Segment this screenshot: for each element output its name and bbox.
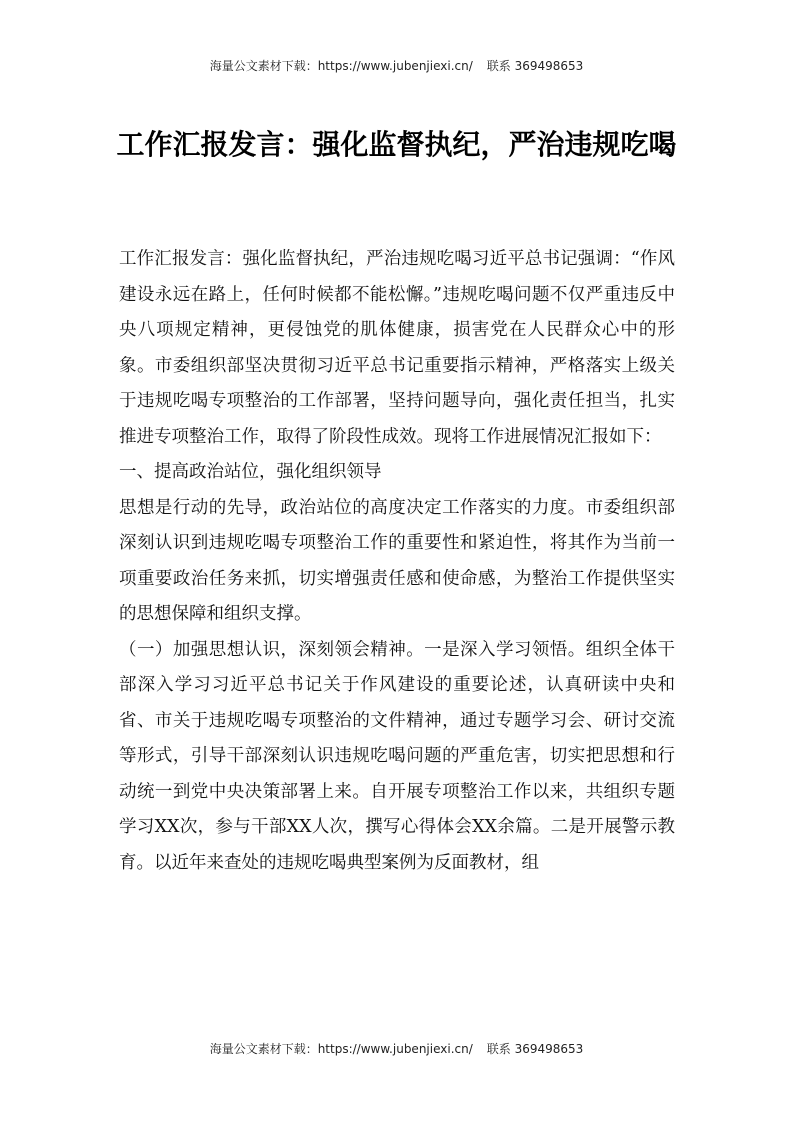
header-site-text: 海量公文素材下载：https://www.jubenjiexi.cn/	[209, 59, 473, 73]
page-header	[0, 58, 793, 74]
section-heading: 一、提高政治站位，强化组织领导	[119, 462, 382, 482]
header-contact-text: 联系 369498653	[486, 59, 584, 73]
page-footer	[0, 1041, 793, 1057]
footer-contact-text: 联系 369498653	[486, 1042, 584, 1056]
document-body	[119, 242, 675, 1042]
intro-paragraph: 工作汇报发言：强化监督执纪，严治违规吃喝习近平总书记强调：“作风建设永远在路上，任何时候都不能松懈。”违规吃喝问题不仅严重违反中央八项规定精神，更侵蚀党的肌体健康，损害党在人民群众心中的形象。市委组织部坚决贯彻习近平总书记重要指示精神，严格落实上级关于违规吃喝专项整治的工作部署，坚持问题导向，强化责任担当，扎实推进专项整治工作，取得了阶段性成效。现将工作进展情况汇报如下：	[119, 249, 675, 447]
footer-site-text: 海量公文素材下载：https://www.jubenjiexi.cn/	[209, 1042, 473, 1056]
document-title: 工作汇报发言：强化监督执纪，严治违规吃喝	[116, 128, 677, 161]
body-paragraph: 思想是行动的先导，政治站位的高度决定工作落实的力度。市委组织部深刻认识到违规吃喝专项整治工作的重要性和紧迫性，将其作为当前一项重要政治任务来抓，切实增强责任感和使命感，为整治工作提供坚实的思想保障和组织支撑。	[119, 497, 675, 624]
body-paragraph: （一）加强思想认识，深刻领会精神。一是深入学习领悟。组织全体干部深入学习习近平总书记关于作风建设的重要论述，认真研读中央和省、市关于违规吃喝专项整治的文件精神，通过专题学习会、研讨交流等形式，引导干部深刻认识违规吃喝问题的严重危害，切实把思想和行动统一到党中央决策部署上来。自开展专项整治工作以来，共组织专题学习XX次，参与干部XX人次，撰写心得体会XX余篇。二是开展警示教育。以近年来查处的违规吃喝典型案例为反面教材，组	[119, 639, 675, 873]
